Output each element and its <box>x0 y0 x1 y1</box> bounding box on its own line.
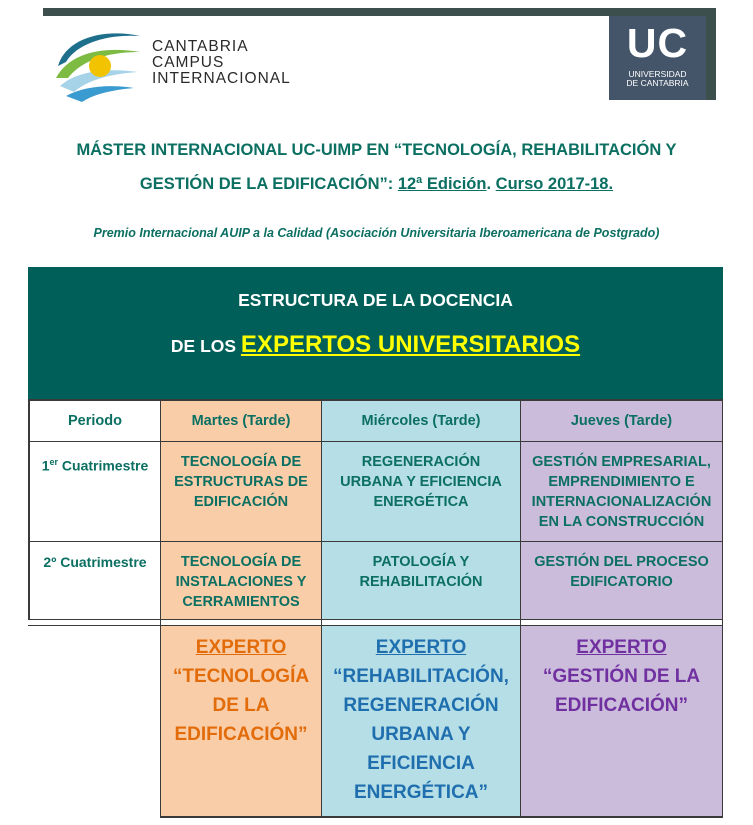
header-martes: Martes (Tarde) <box>161 401 321 441</box>
row1-miercoles-line: URBANA Y EFICIENCIA <box>340 474 502 490</box>
table-column-divider <box>520 401 521 818</box>
expert-label: EXPERTO <box>375 637 467 658</box>
row1-jueves <box>521 442 722 541</box>
expert-tecnologia-line: “TECNOLOGÍA <box>172 666 310 687</box>
master-title-line-2 <box>30 175 723 194</box>
expert-rehabilitacion-line: ENERGÉTICA” <box>353 782 489 803</box>
right-decorative-bar <box>706 8 716 100</box>
row1-period-ordinal: er <box>49 457 59 467</box>
structure-highlight: EXPERTOS UNIVERSITARIOS <box>240 331 581 358</box>
row1-miercoles <box>322 442 520 541</box>
row2-miercoles-line: REHABILITACIÓN <box>359 574 483 590</box>
expert-gestion-line: EDIFICACIÓN” <box>555 695 688 716</box>
row2-martes <box>161 542 321 619</box>
row1-period-number: 1 <box>41 457 50 474</box>
course-label: Curso 2017-18. <box>495 175 614 193</box>
row1-period <box>30 442 160 541</box>
header-jueves: Jueves (Tarde) <box>521 401 722 441</box>
row1-martes-line: EDIFICACIÓN <box>193 494 289 510</box>
expert-tecnologia <box>161 625 321 816</box>
row2-jueves-line: EDIFICATORIO <box>570 574 673 590</box>
row1-period-text: Cuatrimestre <box>58 457 149 474</box>
expert-rehabilitacion-line: REGENERACIÓN <box>343 695 499 716</box>
top-decorative-bar <box>43 8 706 16</box>
table-column-divider <box>160 401 161 818</box>
structure-prefix: DE LOS <box>170 336 237 356</box>
logo-line-3: INTERNACIONAL <box>152 70 291 87</box>
table-border-top <box>28 399 723 401</box>
row1-martes-line: ESTRUCTURAS DE <box>174 474 308 490</box>
expert-gestion-line: “GESTIÓN DE LA <box>542 666 701 687</box>
award-text: Premio Internacional AUIP a la Calidad (Asociación Universitaria Iberoamericana de Postgrado) <box>93 226 660 240</box>
uc-logo-line-1: UNIVERSIDAD <box>628 69 687 79</box>
table-row-divider <box>30 541 722 542</box>
structure-header <box>28 267 723 399</box>
row2-period: 2º Cuatrimestre <box>30 542 160 619</box>
row1-martes <box>161 442 321 541</box>
table-row-divider <box>28 625 723 626</box>
cantabria-campus-logo <box>52 26 332 106</box>
table-column-divider <box>321 401 322 818</box>
master-title-line-1: MÁSTER INTERNACIONAL UC-UIMP EN “TECNOLOGÍA, REHABILITACIÓN Y <box>76 141 677 159</box>
expert-rehabilitacion-line: “REHABILITACIÓN, <box>333 666 509 687</box>
row2-martes-line: CERRAMIENTOS <box>182 594 300 610</box>
expert-rehabilitacion <box>322 625 520 816</box>
structure-title-line-1: ESTRUCTURA DE LA DOCENCIA <box>238 290 513 310</box>
expert-label: EXPERTO <box>195 637 287 658</box>
row1-miercoles-line: REGENERACIÓN <box>361 454 481 470</box>
expert-tecnologia-line: DE LA <box>212 695 270 716</box>
header-period: Periodo <box>30 401 160 441</box>
row1-jueves-line: INTERNACIONALIZACIÓN <box>531 494 712 510</box>
table-row-divider <box>30 619 722 620</box>
uc-logo-subtitle <box>609 70 706 88</box>
edition-label: 12ª Edición <box>397 175 487 193</box>
row1-jueves-line: EN LA CONSTRUCCIÓN <box>538 514 705 530</box>
row1-jueves-line: EMPRENDIMIENTO E <box>548 474 695 490</box>
row2-jueves-line: GESTIÓN DEL PROCESO <box>534 554 709 570</box>
logo-line-2: CAMPUS <box>152 54 225 71</box>
universidad-cantabria-logo <box>609 16 706 100</box>
row2-martes-line: INSTALACIONES Y <box>175 574 307 590</box>
edition-separator: . <box>486 175 492 193</box>
expert-tecnologia-line: EDIFICACIÓN” <box>174 724 308 745</box>
structure-title-line-2 <box>28 331 723 359</box>
expert-gestion <box>521 625 722 816</box>
master-title-main: GESTIÓN DE LA EDIFICACIÓN”: <box>139 175 394 193</box>
cantabria-campus-swirl-icon <box>52 26 148 106</box>
row2-jueves <box>521 542 722 619</box>
logo-line-1: CANTABRIA <box>152 38 249 55</box>
row1-martes-line: TECNOLOGÍA DE <box>180 454 302 470</box>
row1-miercoles-line: ENERGÉTICA <box>373 494 469 510</box>
uc-logo-letters: UC <box>626 20 689 66</box>
expert-rehabilitacion-line: EFICIENCIA <box>367 753 475 774</box>
expert-rehabilitacion-line: URBANA Y <box>371 724 471 745</box>
row1-jueves-line: GESTIÓN EMPRESARIAL, <box>532 454 711 470</box>
table-row-divider <box>30 441 722 442</box>
row2-miercoles <box>322 542 520 619</box>
table-border-right <box>722 401 723 818</box>
table-border-left <box>28 401 30 620</box>
table-border-bottom <box>160 816 723 818</box>
row2-martes-line: TECNOLOGÍA DE <box>180 554 302 570</box>
uc-logo-line-2: DE CANTABRIA <box>626 78 689 88</box>
row2-miercoles-line: PATOLOGÍA Y <box>372 554 470 570</box>
header-miercoles: Miércoles (Tarde) <box>322 401 520 441</box>
cantabria-campus-wordmark <box>152 39 291 87</box>
expert-label: EXPERTO <box>576 637 667 658</box>
